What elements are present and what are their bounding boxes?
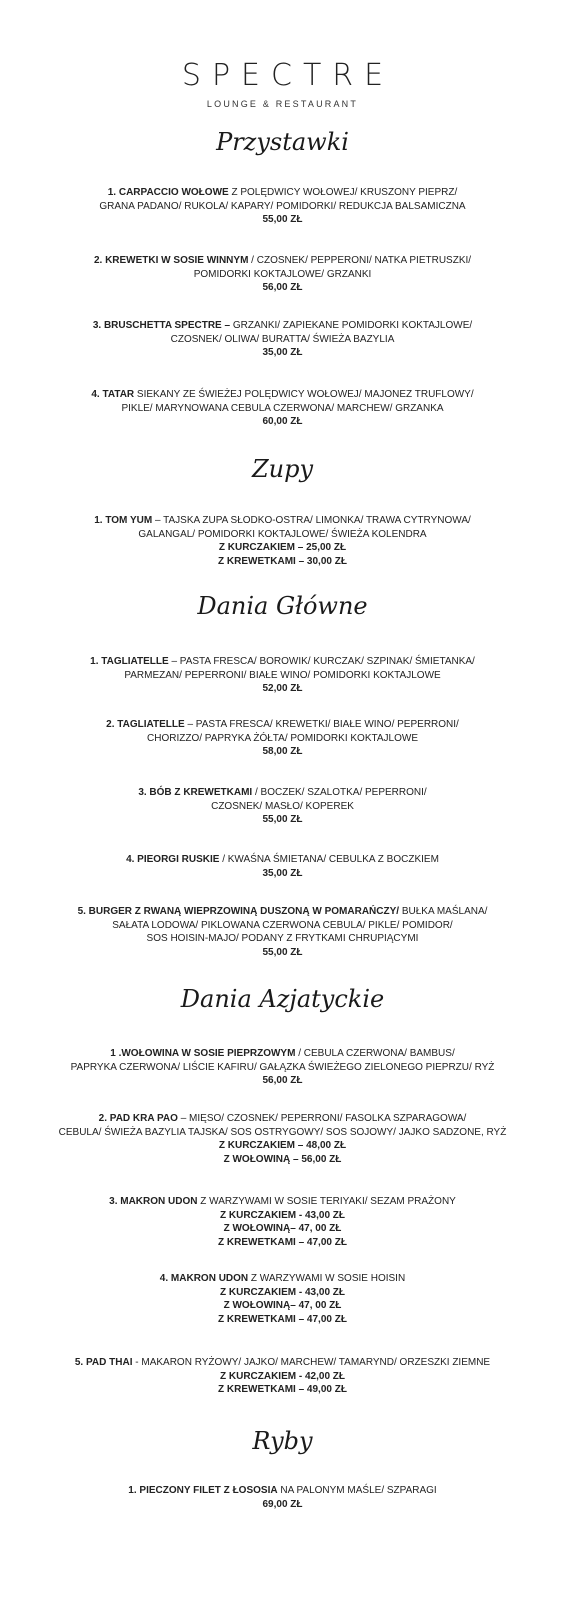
brand-logo: SPECTRE [181, 58, 395, 93]
menu-item-name: 1 .WOŁOWINA W SOSIE PIEPRZOWYM [110, 1048, 296, 1059]
menu-item-price: 55,00 ZŁ [262, 946, 303, 958]
menu-item-line [0, 786, 565, 800]
menu-item-line [0, 186, 565, 200]
menu-item-description: – MIĘSO/ CZOSNEK/ PEPERRONI/ FASOLKA SZPARAGOWA/ [177, 1113, 467, 1124]
menu-item-description: SIEKANY ZE ŚWIEŻEJ POLĘDWICY WOŁOWEJ/ MAJONEZ TRUFLOWY/ [134, 389, 474, 400]
menu-item-description: / CEBULA CZERWONA/ BAMBUS/ [295, 1048, 455, 1059]
menu-item-price: 56,00 ZŁ [262, 1075, 303, 1087]
menu-item-description: Z POLĘDWICY WOŁOWEJ/ KRUSZONY PIEPRZ/ [228, 187, 458, 198]
menu-item-price: Z KREWETKAMI – 30,00 ZŁ [218, 555, 347, 567]
menu-item-line [0, 932, 565, 946]
menu-item-name: 1. TAGLIATELLE [90, 656, 169, 667]
menu-item-line [0, 655, 565, 669]
menu-item [0, 1484, 565, 1511]
menu-item-price: Z KREWETKAMI – 47,00 ZŁ [218, 1236, 347, 1248]
menu-item-description: POMIDORKI KOKTAJLOWE/ GRZANKI [193, 268, 372, 280]
menu-item-description: / CZOSNEK/ PEPPERONI/ NATKA PIETRUSZKI/ [248, 255, 472, 266]
menu-item-name: 3. MAKRON UDON [109, 1196, 198, 1207]
section-heading: Przystawki [216, 128, 349, 156]
menu-item-price: Z KREWETKAMI – 47,00 ZŁ [218, 1313, 347, 1325]
menu-item-line [0, 919, 565, 933]
menu-item-name: 1. CARPACCIO WOŁOWE [107, 187, 229, 198]
menu-item [0, 1195, 565, 1249]
menu-item-price: 52,00 ZŁ [262, 683, 303, 695]
menu-item [0, 1356, 565, 1397]
menu-item-name: 1. TOM YUM [94, 515, 153, 526]
menu-item-description: SAŁATA LODOWA/ PIKLOWANA CZERWONA CEBULA/ PIKLE/ POMIDOR/ [112, 919, 453, 931]
menu-item [0, 853, 565, 880]
menu-item-line [0, 333, 565, 347]
menu-item [0, 655, 565, 696]
menu-item-line [0, 514, 565, 528]
menu-item-name: 2. PAD KRA PAO [98, 1113, 178, 1124]
menu-item-description: BUŁKA MAŚLANA/ [399, 906, 488, 917]
section-heading: Zupy [251, 455, 314, 483]
menu-item-name: 2. TAGLIATELLE [106, 719, 185, 730]
section-heading: Dania Azjatyckie [180, 985, 385, 1013]
menu-item [0, 905, 565, 959]
menu-item-name: 4. MAKRON UDON [159, 1273, 249, 1284]
brand-tagline: LOUNGE & RESTAURANT [206, 99, 359, 109]
menu-item-description: GRANA PADANO/ RUKOLA/ KAPARY/ POMIDORKI/ REDUKCJA BALSAMICZNA [99, 200, 466, 212]
menu-item-name: 4. TATAR [91, 389, 135, 400]
menu-item-line [0, 1195, 565, 1209]
menu-item-price: 56,00 ZŁ [262, 282, 303, 294]
menu-item-line [0, 718, 565, 732]
menu-item-price: 55,00 ZŁ [262, 214, 303, 226]
menu-item-line [0, 1126, 565, 1140]
menu-item-price: 35,00 ZŁ [262, 867, 303, 879]
menu-item-line [0, 669, 565, 683]
menu-item-line [0, 388, 565, 402]
menu-item-description: NA PALONYM MAŚLE/ SZPARAGI [277, 1485, 437, 1496]
menu-item-description: Z WARZYWAMI W SOSIE TERIYAKI/ SEZAM PRAŻONY [197, 1196, 456, 1207]
menu-item-name: 5. BURGER Z RWANĄ WIEPRZOWINĄ DUSZONĄ W POMARAŃCZY/ [77, 906, 400, 917]
menu-item-description: CHORIZZO/ PAPRYKA ŻÓŁTA/ POMIDORKI KOKTAJLOWE [147, 732, 418, 744]
menu-item-name: 3. BÓB Z KREWETKAMI [138, 787, 253, 798]
menu-item [0, 1047, 565, 1088]
menu-item-name: 2. KREWETKI W SOSIE WINNYM [93, 255, 249, 266]
menu-item [0, 1112, 565, 1166]
menu-item-line [0, 732, 565, 746]
menu-item-description: PARMEZAN/ PEPERRONI/ BIAŁE WINO/ POMIDORKI KOKTAJLOWE [124, 669, 441, 681]
menu-item-line [0, 1112, 565, 1126]
menu-item-name: 1. PIECZONY FILET Z ŁOSOSIA [128, 1485, 278, 1496]
menu-item-line [0, 1047, 565, 1061]
menu-item-description: CZOSNEK/ OLIWA/ BURATTA/ ŚWIEŻA BAZYLIA [170, 333, 395, 345]
section-heading: Ryby [252, 1427, 313, 1455]
menu-item-line [0, 319, 565, 333]
menu-item [0, 514, 565, 568]
menu-item-price: 55,00 ZŁ [262, 814, 303, 826]
menu-item-description: – TAJSKA ZUPA SŁODKO-OSTRA/ LIMONKA/ TRAWA CYTRYNOWA/ [152, 515, 471, 526]
menu-item-name: 3. BRUSCHETTA SPECTRE – [92, 320, 231, 331]
menu-item-description: / KWAŚNA ŚMIETANA/ CEBULKA Z BOCZKIEM [219, 854, 439, 865]
menu-item-price: Z WOŁOWINĄ – 56,00 ZŁ [223, 1153, 342, 1165]
section-heading: Dania Główne [197, 592, 368, 620]
menu-item-line [0, 402, 565, 416]
menu-item-description: SOS HOISIN-MAJO/ PODANY Z FRYTKAMI CHRUPIĄCYMI [146, 933, 419, 945]
menu-item-line [0, 528, 565, 542]
menu-item-price: 69,00 ZŁ [262, 1498, 303, 1510]
menu-item-description: / BOCZEK/ SZALOTKA/ PEPERRONI/ [252, 787, 427, 798]
menu-item-price: 58,00 ZŁ [262, 746, 303, 758]
menu-item-price: Z KURCZAKIEM - 43,00 ZŁ [219, 1209, 345, 1221]
menu-item [0, 254, 565, 295]
menu-item-price: 60,00 ZŁ [262, 416, 303, 428]
menu-item-price: Z KURCZAKIEM - 42,00 ZŁ [219, 1370, 345, 1382]
menu-item-name: 4. PIEORGI RUSKIE [126, 854, 220, 865]
menu-item-line [0, 1272, 565, 1286]
menu-item-description: PAPRYKA CZERWONA/ LIŚCIE KAFIRU/ GAŁĄZKA ŚWIEŻEGO ZIELONEGO PIEPRZU/ RYŻ [70, 1061, 495, 1073]
menu-item [0, 186, 565, 227]
menu-item-line [0, 800, 565, 814]
menu-item-line [0, 1356, 565, 1370]
menu-item-line [0, 853, 565, 867]
menu-item-description: PIKLE/ MARYNOWANA CEBULA CZERWONA/ MARCHEW/ GRZANKA [121, 402, 444, 414]
menu-item-line [0, 254, 565, 268]
menu-item-description: - MAKARON RYŻOWY/ JAJKO/ MARCHEW/ TAMARYND/ ORZESZKI ZIEMNE [132, 1357, 491, 1368]
menu-item-price: Z KURCZAKIEM – 25,00 ZŁ [218, 542, 347, 554]
menu-item-price: Z WOŁOWINĄ– 47, 00 ZŁ [223, 1300, 342, 1312]
menu-item [0, 718, 565, 759]
menu-item-description: Z WARZYWAMI W SOSIE HOISIN [248, 1273, 406, 1284]
menu-item-line [0, 1061, 565, 1075]
menu-item-price: Z WOŁOWINĄ– 47, 00 ZŁ [223, 1223, 342, 1235]
menu-item [0, 319, 565, 360]
menu-item-price: Z KURCZAKIEM – 48,00 ZŁ [218, 1140, 347, 1152]
menu-item-line [0, 268, 565, 282]
menu-item-price: 35,00 ZŁ [262, 347, 303, 359]
menu-item-name: 5. PAD THAI [74, 1357, 133, 1368]
menu-item-price: Z KREWETKAMI – 49,00 ZŁ [218, 1384, 347, 1396]
menu-item [0, 786, 565, 827]
menu-item [0, 388, 565, 429]
menu-item-line [0, 905, 565, 919]
menu-item [0, 1272, 565, 1326]
menu-item-line [0, 1484, 565, 1498]
menu-item-price: Z KURCZAKIEM - 43,00 ZŁ [219, 1286, 345, 1298]
menu-item-description: – PASTA FRESCA/ BOROWIK/ KURCZAK/ SZPINAK/ ŚMIETANKA/ [168, 656, 475, 667]
menu-item-description: CEBULA/ ŚWIEŻA BAZYLIA TAJSKA/ SOS OSTRYGOWY/ SOS SOJOWY/ JAJKO SADZONE, RYŻ [58, 1126, 507, 1138]
menu-item-description: CZOSNEK/ MASŁO/ KOPEREK [211, 800, 354, 812]
menu-item-description: GRZANKI/ ZAPIEKANE POMIDORKI KOKTAJLOWE/ [230, 320, 473, 331]
menu-item-line [0, 200, 565, 214]
menu-item-description: GALANGAL/ POMIDORKI KOKTAJLOWE/ ŚWIEŻA KOLENDRA [138, 528, 427, 540]
menu-item-description: – PASTA FRESCA/ KREWETKI/ BIAŁE WINO/ PEPERRONI/ [184, 719, 459, 730]
